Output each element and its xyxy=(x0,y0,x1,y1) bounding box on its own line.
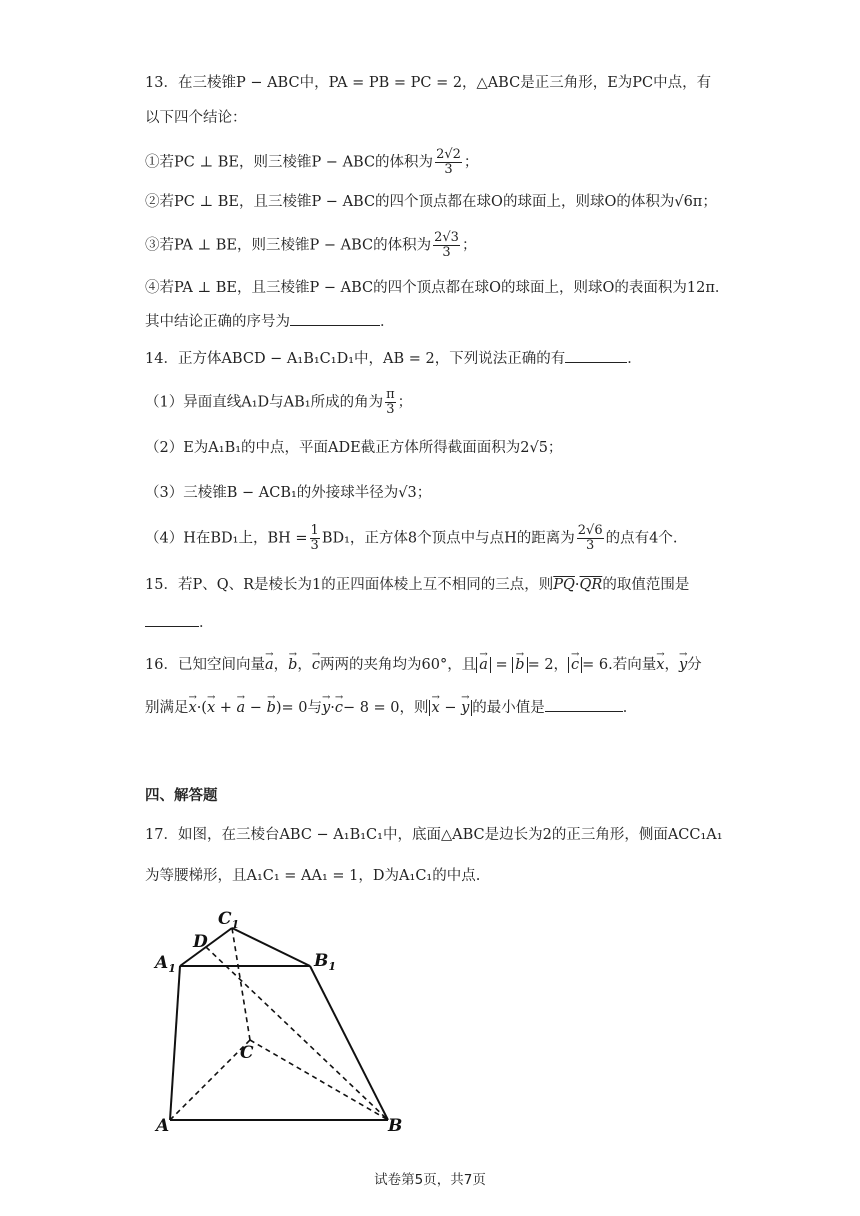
q14-o1-fraction: $\frac{\pi}{3}$ xyxy=(386,387,395,417)
abs-c: → c xyxy=(568,657,582,673)
label-b1: $B_1$ xyxy=(314,951,337,973)
q13-conclusion-4: ④若PA ⊥ BE，且三棱锥P − ABC的四个顶点都在球O的球面上，则球O的表面积为12π． xyxy=(145,280,730,296)
q13-conclusion-1: ①若PC ⊥ BE，则三棱锥P − ABC的体积为 $\frac{2√2}{3}$ ； xyxy=(145,147,479,177)
vector-y: → y xyxy=(679,655,687,675)
answer-blank[interactable] xyxy=(145,612,199,627)
label-b: B xyxy=(388,1116,403,1136)
label-a1: $A_1$ xyxy=(155,953,176,975)
vector-pq: $\overline{PQ}$ xyxy=(553,577,575,593)
q13-conclusion-2: ②若PC ⊥ BE，且三棱锥P − ABC的四个顶点都在球O的球面上，则球O的体积为√6π； xyxy=(145,194,717,210)
q13-stem-line1: 13．在三棱锥P − ABC中，PA = PB = PC = 2，△ABC是正三角形，E为PC中点，有 xyxy=(145,75,712,91)
q14-stem: 14．正方体ABCD − A₁B₁C₁D₁中，AB = 2，下列说法正确的有 ． xyxy=(145,348,642,369)
q14-option-3: （3）三棱锥B − ACB₁的外接球半径为√3； xyxy=(145,485,432,501)
answer-blank[interactable] xyxy=(290,311,380,326)
vector-a: → a xyxy=(265,655,274,675)
q15-line2: ． xyxy=(145,612,214,633)
q15-line1: 15．若P、Q、R是棱长为1的正四面体棱上互不相同的三点，则$\overline{PQ}\cdot\overline{QR}$的取值范围是 xyxy=(145,577,690,593)
q16-line1: 16．已知空间向量→ a，→ b，→ c两两的夹角均为60°，且 → a = → b = 2， → c = 6.若向量→ x，→ y分 xyxy=(145,655,702,675)
q14-option-1: （1）异面直线A₁D与AB₁所成的角为 $\frac{\pi}{3}$ ； xyxy=(145,387,413,417)
label-a: A xyxy=(156,1116,170,1136)
vector-c: → c xyxy=(312,655,320,675)
vector-x: → x xyxy=(656,655,664,675)
q13-c1-text: ①若PC ⊥ BE，则三棱锥P − ABC的体积为 xyxy=(145,154,434,171)
q13-c1-fraction: $\frac{2√2}{3}$ xyxy=(436,147,461,177)
segment-d-b xyxy=(206,947,388,1120)
q13-ask: 其中结论正确的序号为 ． xyxy=(145,311,395,332)
q16-line2: 别满足→ x·(→ x + → a − → b)= 0与→ y·→ c− 8 = 0，则 → x − → y 的最小值是 ． xyxy=(145,697,637,718)
q17-line2: 为等腰梯形，且A₁C₁ = AA₁ = 1，D为A₁C₁的中点. xyxy=(145,868,481,884)
edge-c-c1 xyxy=(232,928,250,1040)
q14-o4-fraction-1: $\frac{1}{3}$ xyxy=(310,523,319,553)
answer-blank[interactable] xyxy=(565,348,627,363)
q14-option-2: （2）E为A₁B₁的中点，平面ADE截正方体所得截面面积为2√5； xyxy=(145,440,563,456)
q14-option-4: （4）H在BD₁上，BH = $\frac{1}{3}$ BD₁，正方体8个顶点中与点H的距离为 $\frac{2√6}{3}$ 的点有4个. xyxy=(145,523,678,553)
abs-x-minus-y: → x − → y xyxy=(429,700,473,716)
edge-b-b1 xyxy=(310,966,388,1120)
edge-a-c xyxy=(170,1040,250,1120)
edge-a-a1 xyxy=(170,966,180,1120)
q13-c3-fraction: $\frac{2√3}{3}$ xyxy=(434,230,459,260)
label-d: D xyxy=(193,932,208,952)
q17-line1: 17．如图，在三棱台ABC − A₁B₁C₁中，底面△ABC是边长为2的正三角形，侧面ACC₁A₁ xyxy=(145,827,723,843)
q13-conclusion-3: ③若PA ⊥ BE，则三棱锥P − ABC的体积为 $\frac{2√3}{3}$ ； xyxy=(145,230,477,260)
edge-a1-c1 xyxy=(180,928,232,966)
abs-a: → a xyxy=(476,657,491,673)
q14-o4-fraction-2: $\frac{2√6}{3}$ xyxy=(577,523,603,553)
q13-stem-line2: 以下四个结论： xyxy=(145,110,247,126)
vector-b: → b xyxy=(288,655,297,675)
abs-b: → b xyxy=(512,657,527,673)
vector-qr: $\overline{QR}$ xyxy=(579,577,603,593)
label-c1: $C_1$ xyxy=(218,909,240,931)
section-heading: 四、解答题 xyxy=(145,788,218,804)
edge-c-b xyxy=(250,1040,388,1120)
label-c: C xyxy=(240,1043,254,1063)
edge-c1-b1 xyxy=(232,928,310,966)
page-footer: 试卷第5页，共7页 xyxy=(374,1172,486,1188)
answer-blank[interactable] xyxy=(545,697,623,712)
